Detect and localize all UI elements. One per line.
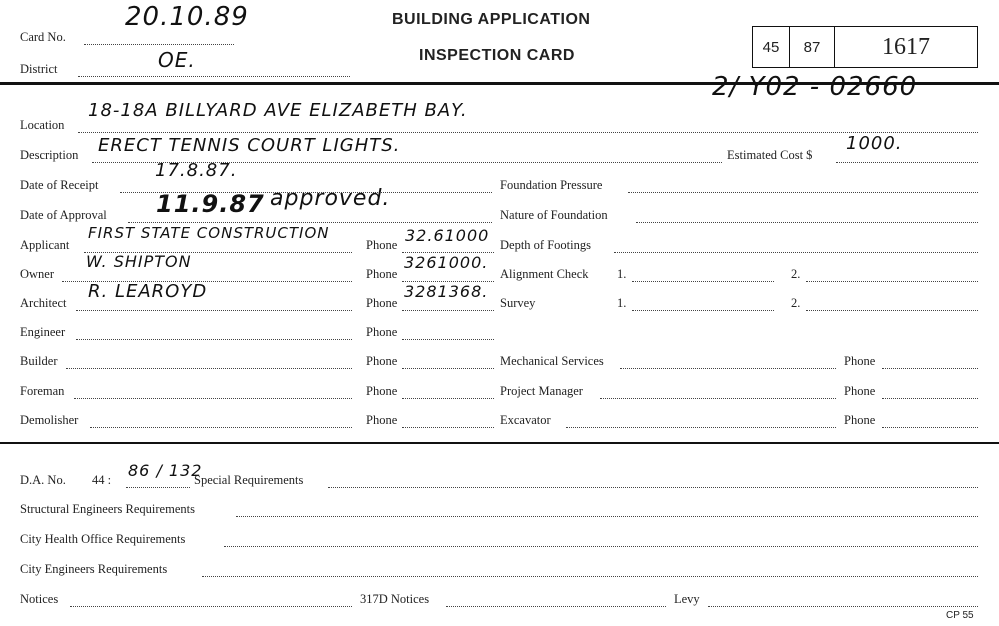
da-label: D.A. No. — [20, 473, 66, 487]
reference-annotation: 2/ Y02 - 02660 — [712, 72, 918, 102]
applicant-phone-label: Phone — [366, 238, 398, 252]
district-label: District — [20, 62, 58, 76]
excavator-phone-label: Phone — [844, 413, 876, 427]
title-line-1: BUILDING APPLICATION — [392, 11, 591, 28]
applicant-label: Applicant — [20, 238, 70, 252]
card-no-label: Card No. — [20, 30, 66, 44]
excavator-label: Excavator — [500, 413, 551, 427]
mechanical-label: Mechanical Services — [500, 354, 604, 368]
notices-317d-line — [446, 606, 666, 607]
card-box-a: 45 — [752, 26, 790, 68]
demolisher-label: Demolisher — [20, 413, 79, 427]
structural-line — [236, 516, 978, 517]
owner-phone-value: 3261000. — [404, 253, 489, 272]
location-value: 18-18A BILLYARD AVE ELIZABETH BAY. — [88, 100, 468, 121]
foundation-pressure-line — [628, 192, 978, 193]
owner-value: W. SHIPTON — [86, 252, 192, 271]
engineer-label: Engineer — [20, 325, 66, 339]
builder-line — [66, 368, 352, 369]
alignment-check-label: Alignment Check — [500, 267, 589, 281]
city-engineers-line — [202, 576, 978, 577]
district-line — [78, 76, 350, 77]
builder-label: Builder — [20, 354, 58, 368]
special-requirements-line — [328, 487, 978, 488]
owner-phone-label: Phone — [366, 267, 398, 281]
alignment-1-label: 1. — [617, 267, 627, 281]
alignment-2-line — [806, 281, 978, 282]
foreman-phone-line — [402, 398, 494, 399]
survey-2-label: 2. — [791, 296, 801, 310]
depth-footings-line — [614, 252, 978, 253]
levy-label: Levy — [674, 592, 700, 606]
engineer-phone-line — [402, 339, 494, 340]
card-number-box: 1617 — [834, 26, 978, 68]
da-value: 86 / 132 — [128, 461, 203, 480]
foreman-label: Foreman — [20, 384, 65, 398]
nature-foundation-label: Nature of Foundation — [500, 208, 608, 222]
description-value: ERECT TENNIS COURT LIGHTS. — [98, 135, 401, 156]
estimated-cost-label: Estimated Cost $ — [727, 148, 813, 162]
date-approval-line — [128, 222, 492, 223]
engineer-phone-label: Phone — [366, 325, 398, 339]
middle-rule — [0, 442, 999, 444]
location-line — [78, 132, 978, 133]
owner-label: Owner — [20, 267, 55, 281]
architect-label: Architect — [20, 296, 67, 310]
demolisher-phone-label: Phone — [366, 413, 398, 427]
mechanical-line — [620, 368, 836, 369]
project-manager-label: Project Manager — [500, 384, 583, 398]
depth-footings-label: Depth of Footings — [500, 238, 591, 252]
survey-1-line — [632, 310, 774, 311]
demolisher-phone-line — [402, 427, 494, 428]
date-approval-value: 11.9.87 — [156, 190, 265, 218]
date-approval-label: Date of Approval — [20, 208, 107, 222]
survey-2-line — [806, 310, 978, 311]
district-value: OE. — [158, 48, 196, 72]
builder-phone-label: Phone — [366, 354, 398, 368]
architect-value: R. LEAROYD — [88, 281, 208, 302]
applicant-value: FIRST STATE CONSTRUCTION — [88, 224, 330, 242]
estimated-cost-line — [836, 162, 978, 163]
levy-line — [708, 606, 978, 607]
alignment-1-line — [632, 281, 774, 282]
excavator-phone-line — [882, 427, 978, 428]
da-prefix: 44 : — [92, 473, 112, 487]
mechanical-phone-line — [882, 368, 978, 369]
date-receipt-label: Date of Receipt — [20, 178, 99, 192]
architect-line — [76, 310, 352, 311]
nature-foundation-line — [636, 222, 978, 223]
location-label: Location — [20, 118, 65, 132]
card-no-line — [84, 44, 234, 45]
applicant-phone-value: 32.61000 — [405, 226, 490, 245]
health-line — [224, 546, 978, 547]
builder-phone-line — [402, 368, 494, 369]
survey-1-label: 1. — [617, 296, 627, 310]
title-line-2: INSPECTION CARD — [419, 47, 575, 64]
mechanical-phone-label: Phone — [844, 354, 876, 368]
da-line — [126, 487, 190, 488]
notices-line — [70, 606, 352, 607]
notices-label: Notices — [20, 592, 59, 606]
alignment-2-label: 2. — [791, 267, 801, 281]
architect-phone-label: Phone — [366, 296, 398, 310]
health-label: City Health Office Requirements — [20, 532, 186, 546]
demolisher-line — [90, 427, 352, 428]
architect-phone-value: 3281368. — [404, 282, 489, 301]
approval-note: approved. — [270, 186, 391, 211]
foreman-phone-label: Phone — [366, 384, 398, 398]
foundation-pressure-label: Foundation Pressure — [500, 178, 603, 192]
engineer-line — [76, 339, 352, 340]
city-engineers-label: City Engineers Requirements — [20, 562, 168, 576]
special-requirements-label: Special Requirements — [194, 473, 304, 487]
project-manager-phone-line — [882, 398, 978, 399]
card-box-b: 87 — [789, 26, 835, 68]
notices-317d-label: 317D Notices — [360, 592, 430, 606]
foreman-line — [74, 398, 352, 399]
date-receipt-value: 17.8.87. — [155, 160, 238, 181]
structural-label: Structural Engineers Requirements — [20, 502, 195, 516]
survey-label: Survey — [500, 296, 536, 310]
card-no-value: 20.10.89 — [125, 2, 249, 32]
project-manager-phone-label: Phone — [844, 384, 876, 398]
form-code: CP 55 — [946, 610, 974, 621]
architect-phone-line — [402, 310, 494, 311]
description-label: Description — [20, 148, 79, 162]
project-manager-line — [600, 398, 836, 399]
estimated-cost-value: 1000. — [846, 133, 903, 154]
excavator-line — [566, 427, 836, 428]
